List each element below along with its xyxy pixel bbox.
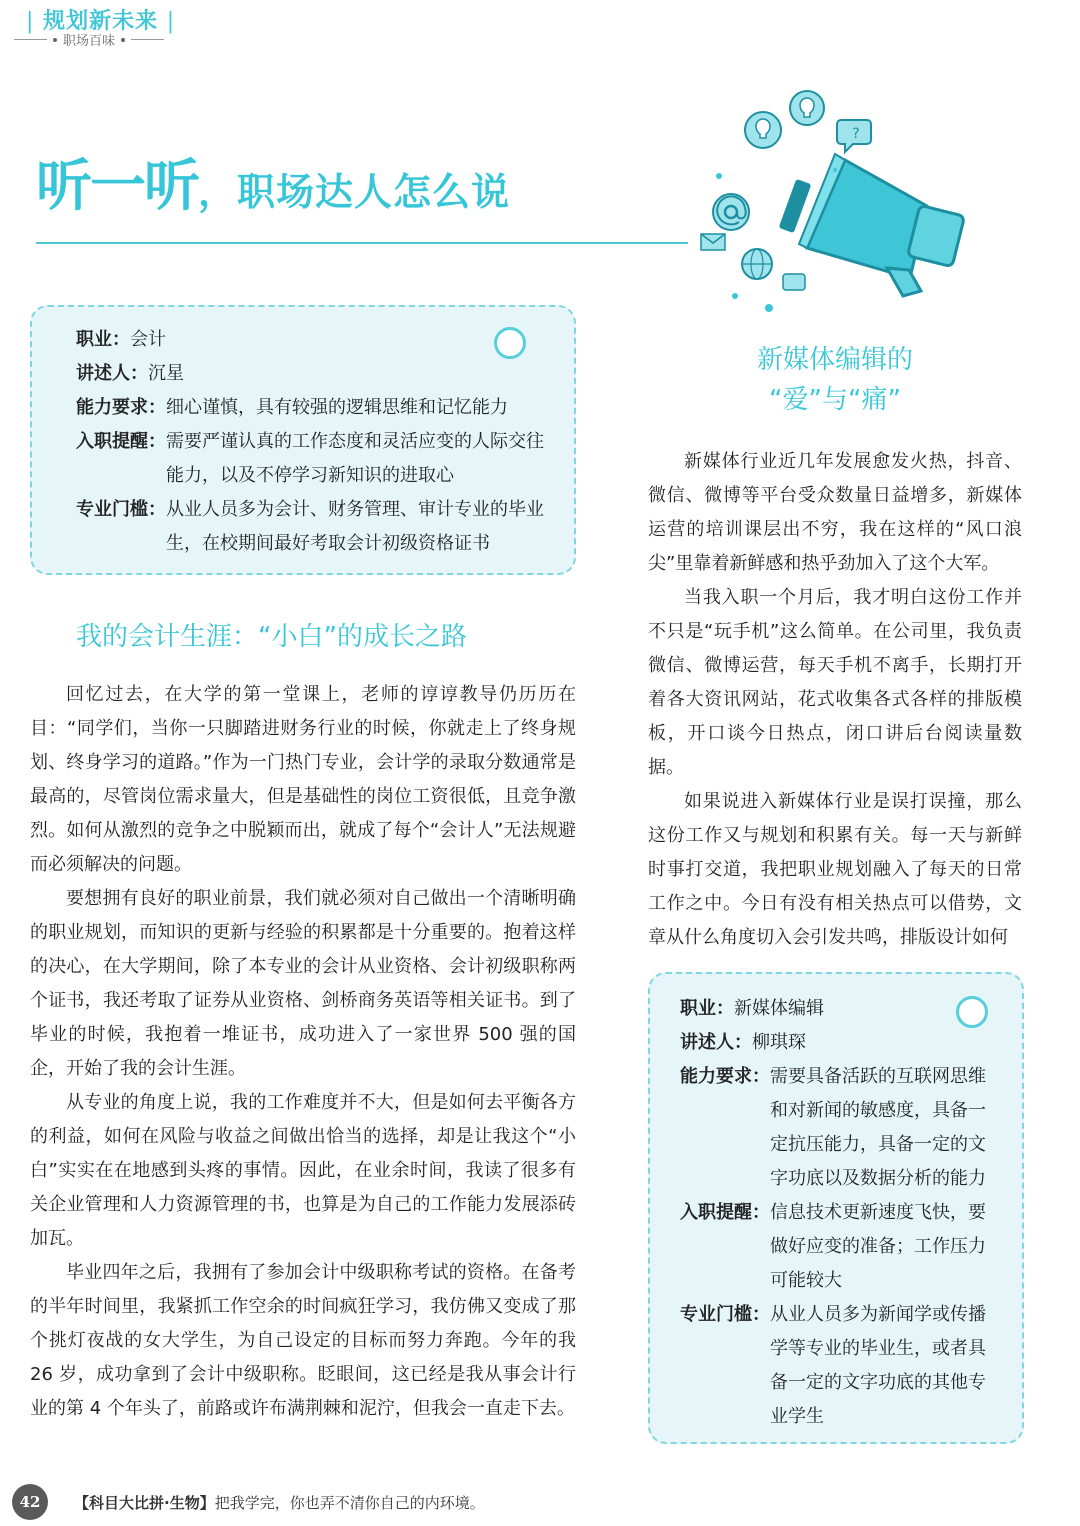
footer-note: [74, 1492, 485, 1513]
info-value: 沉星: [148, 363, 184, 384]
info-value: 需要具备活跃的互联网思维和对新闻的敏感度，具备一定抗压能力，具备一定的文字功底以及数据分析的能力: [770, 1066, 986, 1189]
info-label: 入职提醒：: [76, 431, 166, 452]
paragraph: 从专业的角度上说，我的工作难度并不大，但是如何去平衡各方的利益，如何在风险与收益之间做出恰当的选择，却是让我这个“小白”实实在在地感到头疼的事情。因此，在业余时间，我读了很多有关企业管理和人力资源管理的书，也算是为自己的工作能力发展添砖加瓦。: [30, 1092, 576, 1249]
left-article-body: [30, 678, 576, 1426]
paragraph: 回忆过去，在大学的第一堂课上，老师的谆谆教导仍历历在目：“同学们，当你一只脚踏进财务行业的时候，你就走上了终身规划、终身学习的道路。”作为一门热门专业，会计学的录取分数通常是最高的，尽管岗位需求量大，但是基础性的岗位工资很低，且竞争激烈。如何从激烈的竞争之中脱颖而出，就成了每个“会计人”无法规避而必须解决的问题。: [30, 684, 576, 875]
info-label: 能力要求：: [680, 1066, 770, 1087]
bullet-dot: [121, 38, 125, 42]
envelope-icon: [701, 234, 725, 250]
title-divider: [36, 242, 688, 244]
lightbulb-icon: [745, 112, 781, 148]
page-title-big: 听一听: [36, 153, 198, 219]
info-label: 职业：: [76, 329, 130, 350]
section-title-text: 规划新未来: [43, 8, 159, 34]
section-title-bar-right: |: [166, 9, 176, 34]
info-row-ability: [76, 391, 554, 425]
decor-circle: [494, 327, 526, 359]
page-number: 42: [12, 1484, 48, 1520]
info-label: 入职提醒：: [680, 1202, 770, 1223]
info-box-accountant: [30, 305, 576, 575]
globe-icon: [742, 249, 772, 279]
info-label: 讲述人：: [680, 1032, 752, 1053]
info-row-threshold: [76, 493, 554, 561]
paragraph: 要想拥有良好的职业前景，我们就必须对自己做出一个清晰明确的职业规划，而知识的更新与经验的积累都是十分重要的。抱着这样的决心，在大学期间，除了本专业的会计从业资格、会计初级职称两个证书，我还考取了证券从业资格、剑桥商务英语等相关证书。到了毕业的时候，我抱着一堆证书，成功进入了一家世界 500 强的国企，开始了我的会计生涯。: [30, 888, 576, 1079]
info-row-narrator: [76, 357, 554, 391]
section-subtitle: [14, 30, 164, 49]
message-icon: [783, 274, 805, 290]
decor-dot: [732, 293, 738, 299]
bullet-dot: [53, 38, 57, 42]
info-row-ability: [680, 1060, 1000, 1196]
footer-text: 把我学完，你也弄不清你自己的内环境。: [214, 1494, 485, 1512]
divider: [131, 39, 164, 40]
info-value: 从业人员多为会计、财务管理、审计专业的毕业生，在校期间最好考取会计初级资格证书: [166, 499, 544, 554]
footer-tag: 【科目大比拼·生物】: [74, 1494, 215, 1512]
left-section-title: 我的会计生涯：“小白”的成长之路: [76, 622, 467, 652]
page-title: [36, 142, 510, 222]
right-section-title-line1: 新媒体编辑的: [756, 345, 913, 375]
megaphone-illustration: [695, 88, 985, 318]
info-label: 能力要求：: [76, 397, 166, 418]
right-section-title: [648, 340, 1022, 420]
info-value: 需要严谨认真的工作态度和灵活应变的人际交往能力，以及不停学习新知识的进取心: [166, 431, 544, 486]
info-value: 会计: [130, 329, 166, 350]
chat-bubble-icon: [837, 120, 871, 152]
section-title-bar-left: |: [26, 9, 35, 34]
info-row-job: [76, 323, 554, 357]
info-label: 讲述人：: [76, 363, 148, 384]
info-value: 从业人员多为新闻学或传播学等专业的毕业生，或者具备一定的文字功底的其他专业学生: [770, 1304, 986, 1427]
info-row-reminder: [680, 1196, 1000, 1298]
info-label: 专业门槛：: [680, 1304, 770, 1325]
info-value: 新媒体编辑: [734, 998, 824, 1019]
decor-dot: [716, 173, 722, 179]
right-section-title-line2: “爱”与“痛”: [769, 385, 901, 415]
decor-dot: [833, 168, 837, 172]
info-label: 专业门槛：: [76, 499, 166, 520]
paragraph: 新媒体行业近几年发展愈发火热，抖音、微信、微博等平台受众数量日益增多，新媒体运营的培训课层出不穷，我在这样的“风口浪尖”里靠着新鲜感和热乎劲加入了这个大军。: [648, 451, 1022, 574]
info-value: 柳琪琛: [752, 1032, 806, 1053]
info-row-job: [680, 992, 1000, 1026]
megaphone-icon: [779, 154, 965, 296]
decor-dot: [765, 304, 773, 312]
info-value: 信息技术更新速度飞快，要做好应变的准备；工作压力可能较大: [770, 1202, 986, 1291]
paragraph: 当我入职一个月后，我才明白这份工作并不只是“玩手机”这么简单。在公司里，我负责微信、微博运营，每天手机不离手，长期打开着各大资讯网站，花式收集各式各样的排版模板，开口谈今日热点，闭口讲后台阅读量数据。: [648, 587, 1022, 778]
paragraph: 毕业四年之后，我拥有了参加会计中级职称考试的资格。在备考的半年时间里，我紧抓工作空余的时间疯狂学习，我仿佛又变成了那个挑灯夜战的女大学生，为自己设定的目标而努力奔跑。今年的我 26 岁，成功拿到了会计中级职称。眨眼间，这已经是我从事会计行业的第 4 个年头了，前路或许布满荆棘和泥泞，但我会一直走下去。: [30, 1262, 576, 1419]
at-sign-icon: [713, 194, 749, 230]
page-title-small: ，职场达人怎么说: [198, 169, 511, 214]
info-label: 职业：: [680, 998, 734, 1019]
info-row-threshold: [680, 1298, 1000, 1434]
info-row-reminder: [76, 425, 554, 493]
info-value: 细心谨慎，具有较强的逻辑思维和记忆能力: [166, 397, 508, 418]
divider: [14, 39, 47, 40]
section-subtitle-text: 职场百味: [63, 34, 116, 49]
right-article-body: [648, 445, 1022, 955]
decor-circle: [956, 996, 988, 1028]
lightbulb-icon: [790, 91, 824, 125]
info-box-new-media-editor: [648, 972, 1024, 1444]
paragraph: 如果说进入新媒体行业是误打误撞，那么这份工作又与规划和积累有关。每一天与新鲜时事打交道，我把职业规划融入了每天的日常工作之中。今日有没有相关热点可以借势，文章从什么角度切入会引发共鸣，排版设计如何: [648, 791, 1022, 948]
svg-text:?: ?: [852, 126, 860, 142]
info-row-narrator: [680, 1026, 1000, 1060]
